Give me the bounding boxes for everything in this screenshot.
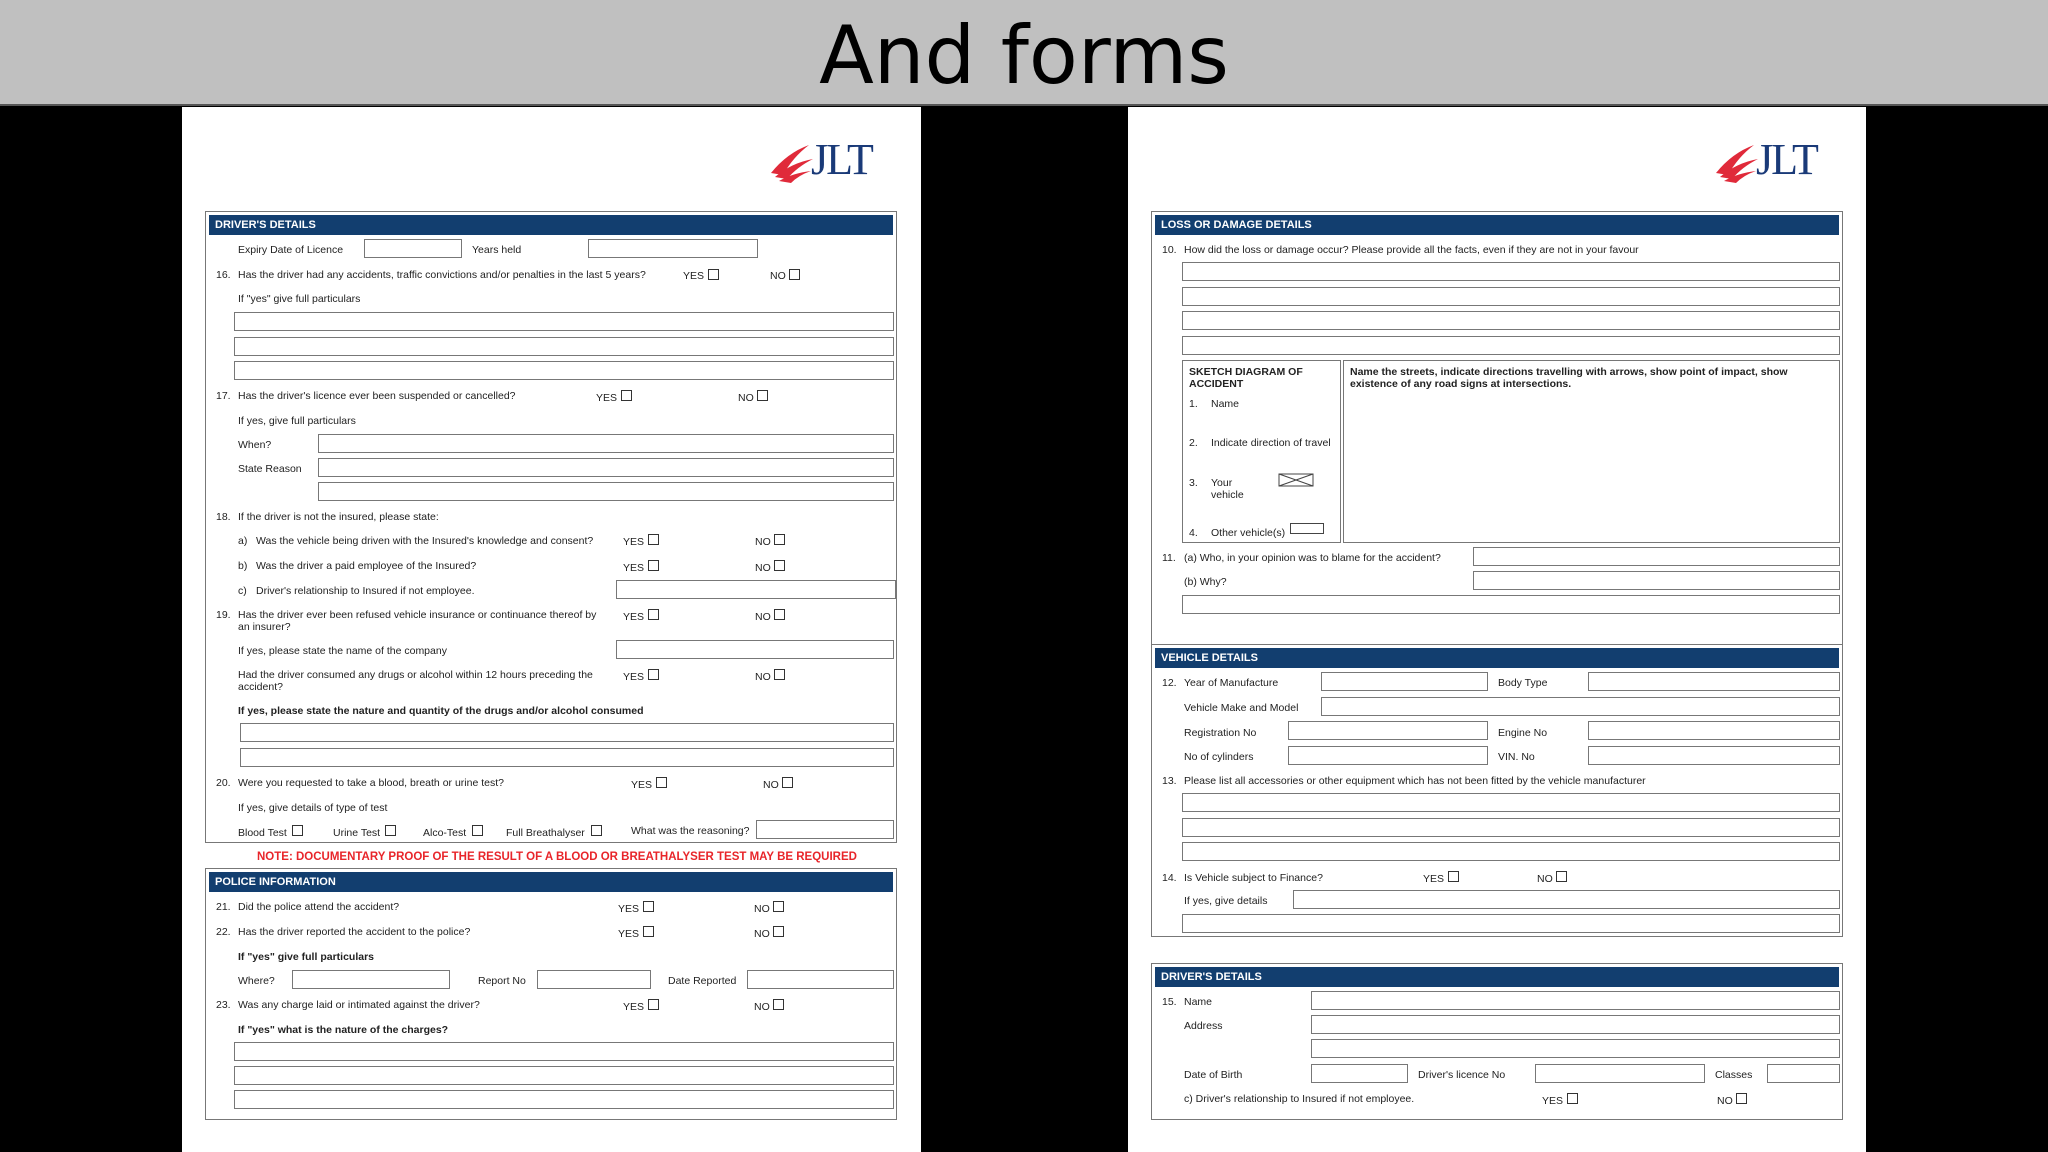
- reasoning-field[interactable]: [756, 820, 894, 839]
- vin-field[interactable]: [1588, 746, 1840, 765]
- years-held-field[interactable]: [588, 239, 758, 258]
- finance-details-field-1[interactable]: [1293, 890, 1840, 909]
- date-reported-label: Date Reported: [668, 975, 737, 987]
- where-label: Where?: [238, 975, 275, 987]
- legend-3-number: 3.: [1189, 477, 1198, 489]
- drugs-no-label: NO: [755, 671, 771, 683]
- registration-field[interactable]: [1288, 721, 1488, 740]
- loss-description-line-3[interactable]: [1182, 311, 1840, 330]
- body-type-label: Body Type: [1498, 677, 1548, 689]
- finance-details-field-2[interactable]: [1182, 914, 1840, 933]
- q17-yes-label: YES: [596, 392, 618, 404]
- q14-yes-checkbox[interactable]: [1448, 871, 1459, 882]
- legend-1-label: Name: [1211, 398, 1240, 410]
- licence-no-field[interactable]: [1535, 1064, 1705, 1083]
- q16-number: 16.: [216, 269, 231, 281]
- section-header: DRIVER'S DETAILS: [209, 215, 893, 235]
- q23-number: 23.: [216, 999, 231, 1011]
- q22-text: Has the driver reported the accident to the police?: [238, 926, 471, 938]
- q14-yes-label: YES: [1423, 873, 1445, 885]
- q16-no-label: NO: [770, 270, 786, 282]
- q22-no-label: NO: [754, 928, 770, 940]
- expiry-label: Expiry Date of Licence: [238, 244, 344, 256]
- legend-2-number: 2.: [1189, 437, 1198, 449]
- section-header: LOSS OR DAMAGE DETAILS: [1155, 215, 1839, 235]
- slide-title: And forms: [819, 9, 1229, 102]
- q23-no-checkbox[interactable]: [773, 999, 784, 1010]
- q18c-text: Driver's relationship to Insured if not employee.: [256, 585, 475, 597]
- charges-nature-label: If "yes" what is the nature of the charges?: [238, 1024, 449, 1036]
- blood-test-label: Blood Test: [238, 827, 287, 839]
- drugs-no-checkbox[interactable]: [774, 669, 785, 680]
- q20-no-label: NO: [763, 779, 779, 791]
- q11b-text: (b) Why?: [1184, 576, 1227, 588]
- rel-yes-label: YES: [1542, 1095, 1564, 1107]
- dob-field[interactable]: [1311, 1064, 1408, 1083]
- alco-test-checkbox[interactable]: [472, 825, 483, 836]
- drugs-yes-checkbox[interactable]: [648, 669, 659, 680]
- q20-number: 20.: [216, 777, 231, 789]
- q23-no-label: NO: [754, 1001, 770, 1013]
- breathalyser-note: NOTE: DOCUMENTARY PROOF OF THE RESULT OF A BLOOD OR BREATHALYSER TEST MAY BE REQUIRED: [257, 851, 857, 863]
- q10-number: 10.: [1162, 244, 1177, 256]
- q20-yes-checkbox[interactable]: [656, 777, 667, 788]
- logo-text: JLT: [1756, 135, 1817, 184]
- q17-text: Has the driver's licence ever been suspended or cancelled?: [238, 390, 516, 402]
- q17-number: 17.: [216, 390, 231, 402]
- cylinders-field[interactable]: [1288, 746, 1488, 765]
- drugs-nature-label: If yes, please state the nature and quantity of the drugs and/or alcohol consumed: [238, 705, 644, 717]
- q18a-text: Was the vehicle being driven with the Insured's knowledge and consent?: [256, 535, 594, 547]
- drugs-question-line2: accident?: [238, 681, 283, 693]
- q18b-no-checkbox[interactable]: [774, 560, 785, 571]
- state-reason-field-2[interactable]: [318, 482, 894, 501]
- q16-yes-label: YES: [683, 270, 705, 282]
- q23-yes-label: YES: [623, 1001, 645, 1013]
- q22-number: 22.: [216, 926, 231, 938]
- q17-yes-checkbox[interactable]: [621, 390, 632, 401]
- q18b-yes-checkbox[interactable]: [648, 560, 659, 571]
- q16-particulars-label: If "yes" give full particulars: [238, 293, 361, 305]
- drugs-nature-line-1[interactable]: [240, 723, 894, 742]
- loss-description-line-2[interactable]: [1182, 287, 1840, 306]
- charges-line-1[interactable]: [234, 1042, 894, 1061]
- q16-particulars-line-2[interactable]: [234, 337, 894, 356]
- expiry-date-field[interactable]: [364, 239, 462, 258]
- q17-no-checkbox[interactable]: [757, 390, 768, 401]
- legend-4-label: Other vehicle(s): [1211, 527, 1286, 539]
- q21-number: 21.: [216, 901, 231, 913]
- registration-label: Registration No: [1184, 727, 1257, 739]
- form-page-left: [182, 107, 921, 1152]
- q20-yes-label: YES: [631, 779, 653, 791]
- make-model-label: Vehicle Make and Model: [1184, 702, 1299, 714]
- q11a-text: (a) Who, in your opinion was to blame for the accident?: [1184, 552, 1441, 564]
- date-reported-field[interactable]: [747, 970, 894, 989]
- q16-yes-checkbox[interactable]: [708, 269, 719, 280]
- police-particulars-label: If "yes" give full particulars: [238, 951, 375, 963]
- company-field[interactable]: [616, 640, 894, 659]
- q23-yes-checkbox[interactable]: [648, 999, 659, 1010]
- q16-particulars-line-3[interactable]: [234, 361, 894, 380]
- legend-3-label-line1: Your: [1211, 477, 1233, 489]
- q19-no-label: NO: [755, 611, 771, 623]
- why-field-2[interactable]: [1182, 595, 1840, 614]
- q13-number: 13.: [1162, 775, 1177, 787]
- blood-test-checkbox[interactable]: [292, 825, 303, 836]
- relationship-label: c) Driver's relationship to Insured if not employee.: [1184, 1093, 1415, 1105]
- cylinders-label: No of cylinders: [1184, 751, 1254, 763]
- accessories-line-2[interactable]: [1182, 818, 1840, 837]
- q14-no-checkbox[interactable]: [1556, 871, 1567, 882]
- q19-text-line1: Has the driver ever been refused vehicle insurance or continuance thereof by: [238, 609, 597, 621]
- q16-no-checkbox[interactable]: [789, 269, 800, 280]
- classes-label: Classes: [1715, 1069, 1753, 1081]
- q18a-letter: a): [238, 535, 248, 547]
- q18b-text: Was the driver a paid employee of the Insured?: [256, 560, 477, 572]
- q16-text: Has the driver had any accidents, traffic convictions and/or penalties in the last 5 years?: [238, 269, 646, 281]
- legend-1-number: 1.: [1189, 398, 1198, 410]
- q14-text: Is Vehicle subject to Finance?: [1184, 872, 1323, 884]
- q13-text: Please list all accessories or other equipment which has not been fitted by the vehicle manufacturer: [1184, 775, 1646, 787]
- q11-number: 11.: [1162, 552, 1176, 564]
- charges-line-2[interactable]: [234, 1066, 894, 1085]
- q22-yes-label: YES: [618, 928, 640, 940]
- q19-yes-label: YES: [623, 611, 645, 623]
- q17-no-label: NO: [738, 392, 754, 404]
- report-no-label: Report No: [478, 975, 526, 987]
- q23-text: Was any charge laid or intimated against the driver?: [238, 999, 480, 1011]
- sketch-title-line1: SKETCH DIAGRAM OF: [1189, 366, 1303, 378]
- dob-label: Date of Birth: [1184, 1069, 1243, 1081]
- year-label: Year of Manufacture: [1184, 677, 1279, 689]
- classes-field[interactable]: [1767, 1064, 1840, 1083]
- logo-text: JLT: [811, 135, 872, 184]
- finance-details-label: If yes, give details: [1184, 895, 1268, 907]
- q18a-yes-checkbox[interactable]: [648, 534, 659, 545]
- reasoning-label: What was the reasoning?: [631, 825, 750, 837]
- sketch-title-line2: ACCIDENT: [1189, 378, 1244, 390]
- company-label: If yes, please state the name of the company: [238, 645, 447, 657]
- q18-number: 18.: [216, 511, 231, 523]
- blame-field[interactable]: [1473, 547, 1840, 566]
- report-no-field[interactable]: [537, 970, 651, 989]
- make-model-field[interactable]: [1321, 697, 1840, 716]
- legend-4-number: 4.: [1189, 527, 1198, 539]
- your-vehicle-symbol-icon: [1278, 473, 1314, 487]
- q19-number: 19.: [216, 609, 231, 621]
- q19-no-checkbox[interactable]: [774, 609, 785, 620]
- q21-yes-checkbox[interactable]: [643, 901, 654, 912]
- q22-yes-checkbox[interactable]: [643, 926, 654, 937]
- when-field[interactable]: [318, 434, 894, 453]
- rel-no-checkbox[interactable]: [1736, 1093, 1747, 1104]
- full-breathalyser-checkbox[interactable]: [591, 825, 602, 836]
- rel-yes-checkbox[interactable]: [1567, 1093, 1578, 1104]
- years-held-label: Years held: [472, 244, 522, 256]
- q17-particulars-label: If yes, give full particulars: [238, 415, 356, 427]
- vin-label: VIN. No: [1498, 751, 1535, 763]
- drugs-nature-line-2[interactable]: [240, 748, 894, 767]
- urine-test-label: Urine Test: [333, 827, 381, 839]
- q18a-yes-label: YES: [623, 536, 645, 548]
- q18a-no-checkbox[interactable]: [774, 534, 785, 545]
- q19-text-line2: an insurer?: [238, 621, 291, 633]
- sketch-instructions-line2: existence of any road signs at intersections.: [1350, 378, 1572, 390]
- drugs-question-line1: Had the driver consumed any drugs or alcohol within 12 hours preceding the: [238, 669, 593, 681]
- q18c-letter: c): [238, 585, 247, 597]
- q18b-yes-label: YES: [623, 562, 645, 574]
- q20-text: Were you requested to take a blood, breath or urine test?: [238, 777, 504, 789]
- q20-no-checkbox[interactable]: [782, 777, 793, 788]
- address-field-1[interactable]: [1311, 1015, 1840, 1034]
- q21-no-label: NO: [754, 903, 770, 915]
- licence-no-label: Driver's licence No: [1418, 1069, 1506, 1081]
- q18b-letter: b): [238, 560, 248, 572]
- why-field-1[interactable]: [1473, 571, 1840, 590]
- urine-test-checkbox[interactable]: [385, 825, 396, 836]
- name-label: Name: [1184, 996, 1213, 1008]
- q22-no-checkbox[interactable]: [773, 926, 784, 937]
- legend-3-label-line2: vehicle: [1211, 489, 1244, 501]
- relationship-field[interactable]: [616, 580, 896, 599]
- q12-number: 12.: [1162, 677, 1177, 689]
- address-label: Address: [1184, 1020, 1223, 1032]
- q19-yes-checkbox[interactable]: [648, 609, 659, 620]
- q18b-no-label: NO: [755, 562, 771, 574]
- address-field-2[interactable]: [1311, 1039, 1840, 1058]
- when-label: When?: [238, 439, 272, 451]
- section-header: DRIVER'S DETAILS: [1155, 967, 1839, 987]
- jlt-swoosh-icon: [1714, 139, 1760, 183]
- jlt-logo: [769, 135, 889, 185]
- q15-number: 15.: [1162, 996, 1177, 1008]
- q18a-no-label: NO: [755, 536, 771, 548]
- loss-description-line-1[interactable]: [1182, 262, 1840, 281]
- state-reason-field-1[interactable]: [318, 458, 894, 477]
- q18-text: If the driver is not the insured, please state:: [238, 511, 439, 523]
- q16-particulars-line-1[interactable]: [234, 312, 894, 331]
- form-page-right: [1128, 107, 1866, 1152]
- jlt-swoosh-icon: [769, 139, 815, 183]
- section-header: POLICE INFORMATION: [209, 872, 893, 892]
- full-breathalyser-label: Full Breathalyser: [506, 827, 585, 839]
- q14-no-label: NO: [1537, 873, 1553, 885]
- charges-line-3[interactable]: [234, 1090, 894, 1109]
- rel-no-label: NO: [1717, 1095, 1733, 1107]
- sketch-instructions-line1: Name the streets, indicate directions travelling with arrows, show point of impact, show: [1350, 366, 1788, 378]
- q10-text: How did the loss or damage occur? Please provide all the facts, even if they are not in your favour: [1184, 244, 1639, 256]
- alco-test-label: Alco-Test: [423, 827, 467, 839]
- q14-number: 14.: [1162, 872, 1177, 884]
- other-vehicle-symbol-icon: [1290, 523, 1324, 534]
- accessories-line-1[interactable]: [1182, 793, 1840, 812]
- drugs-yes-label: YES: [623, 671, 645, 683]
- name-field[interactable]: [1311, 991, 1840, 1010]
- section-header: VEHICLE DETAILS: [1155, 648, 1839, 668]
- legend-2-label: Indicate direction of travel: [1211, 437, 1331, 449]
- engine-no-field[interactable]: [1588, 721, 1840, 740]
- accessories-line-3[interactable]: [1182, 842, 1840, 861]
- engine-no-label: Engine No: [1498, 727, 1548, 739]
- where-field[interactable]: [292, 970, 450, 989]
- test-type-label: If yes, give details of type of test: [238, 802, 388, 814]
- body-type-field[interactable]: [1588, 672, 1840, 691]
- loss-description-line-4[interactable]: [1182, 336, 1840, 355]
- year-field[interactable]: [1321, 672, 1488, 691]
- q21-text: Did the police attend the accident?: [238, 901, 400, 913]
- q21-no-checkbox[interactable]: [773, 901, 784, 912]
- jlt-logo: [1714, 135, 1834, 185]
- q21-yes-label: YES: [618, 903, 640, 915]
- state-reason-label: State Reason: [238, 463, 302, 475]
